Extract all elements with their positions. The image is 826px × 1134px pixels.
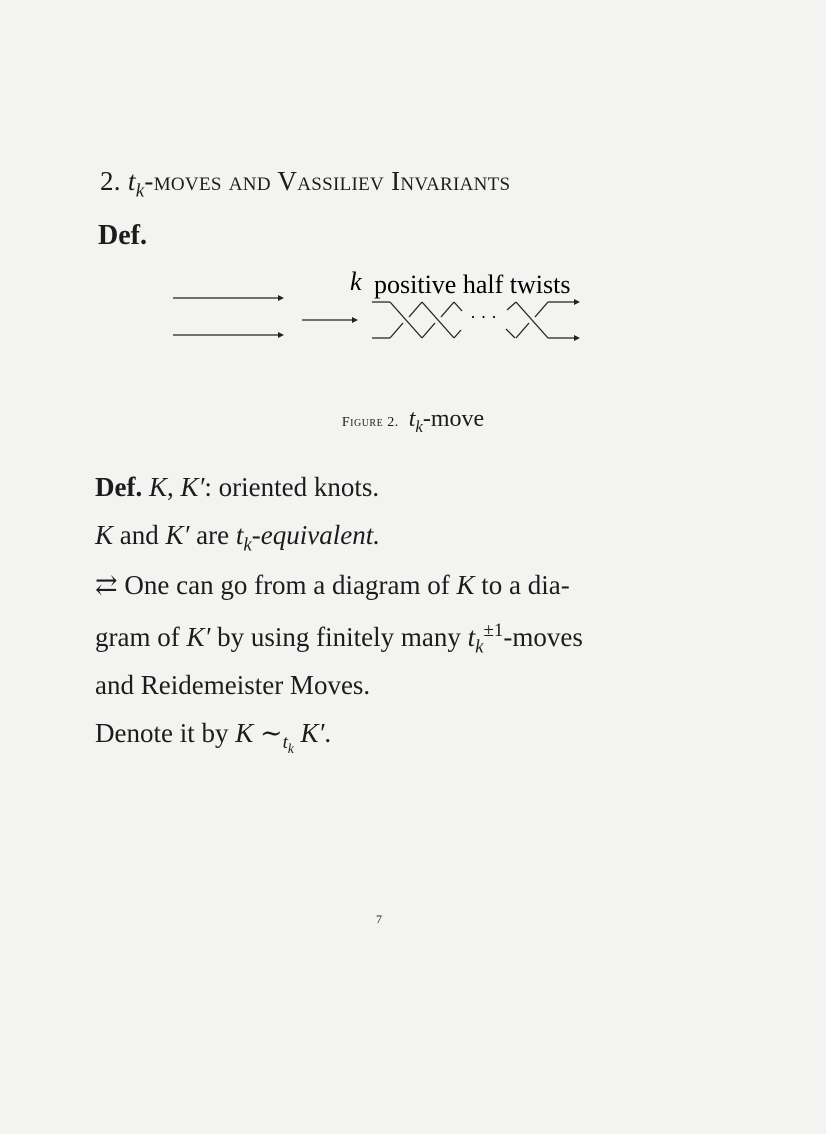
section-title: -moves and Vassiliev Invariants [144,166,511,196]
moves-line: gram of K′ by using finitely many $t_k^{\pm 1}$-moves [95,620,583,658]
section-number: 2. [100,166,121,196]
t-symbol: $t_k^{\pm 1}$ [467,620,504,658]
equivalence-line: K and K′ are $t_k$-equivalent. [95,520,380,556]
t-symbol: $t_k$ [235,520,252,556]
figure-label-k: k [350,267,362,296]
sim-symbol: $\sim_{t_k}$ [260,718,294,757]
knot-k: K [148,472,167,502]
figure-number: Figure 2. [341,415,399,430]
definition-text: : oriented knots. [204,472,380,502]
tk-move-figure [160,260,640,360]
iff-line: ⇄ One can go from a diagram of K to a dia- [95,570,570,600]
figure-label-text: positive half twists [374,270,571,299]
reidemeister-line: and Reidemeister Moves. [95,670,371,700]
knot-k-prime: K′ [180,472,205,502]
iff-arrow-icon: ⇄ [95,570,118,600]
figure-caption [0,406,826,436]
notation-line: Denote it by K $\sim_{t_k}$ K′. [95,718,332,757]
caption-text: -move [422,406,485,432]
page-number: 7 [376,912,382,926]
t-symbol: $t_k$ [127,166,145,202]
section-heading [100,166,511,202]
parallel-strands [173,298,278,335]
equivalent-term: -equivalent. [251,520,380,550]
definition-line: Def. K, K′: oriented knots. [95,472,380,502]
t-symbol: $t_k$ [408,406,423,436]
definition-label: Def. [98,220,147,251]
ellipsis-dots: · · · [470,307,497,327]
definition-label-2: Def. [95,472,143,502]
